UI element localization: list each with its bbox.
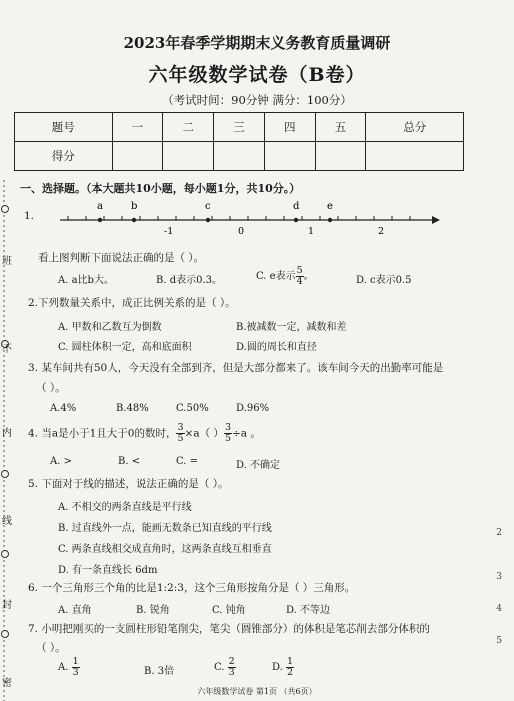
point-e xyxy=(328,218,332,222)
q3-option-d: D.96% xyxy=(236,403,270,414)
score-header-cell: 三 xyxy=(214,113,265,142)
point-b xyxy=(132,218,136,222)
fraction-numerator: 3 xyxy=(224,422,231,433)
margin-label-secret: 密 xyxy=(2,678,12,689)
q3-stem: 3. 某车间共有50人，今天没有全部到齐，但是大部分都来了。该车间今天的出勤率可能是 xyxy=(28,362,444,374)
q5-stem: 5. 下面对于线的描述，说法正确的是（ ）。 xyxy=(28,478,229,490)
margin-label-seal: 封 xyxy=(2,600,12,611)
q2-option-c: C. 圆柱体积一定，高和底面积 xyxy=(58,342,192,353)
margin-label-line: 线 xyxy=(2,516,12,527)
paper-title: 六年级数学试卷（B卷） xyxy=(148,64,366,86)
fraction-denominator: 5 xyxy=(177,433,184,444)
q5-option-a: A. 不相交的两条直线是平行线 xyxy=(58,502,192,513)
fraction-denominator: 2 xyxy=(287,667,294,678)
margin-label-not: 不 xyxy=(2,344,12,355)
score-header-cell: 二 xyxy=(163,113,214,142)
q1-option-a: A. a比b大。 xyxy=(58,275,114,286)
fraction xyxy=(224,423,232,444)
margin-label-class: 班 xyxy=(2,256,12,267)
fraction-numerator: 2 xyxy=(228,656,235,667)
tick-label: 1 xyxy=(308,226,315,237)
q4-stem-end: ÷a 。 xyxy=(231,427,261,440)
tick-label: 2 xyxy=(378,226,385,237)
q3-option-c: C.50% xyxy=(176,403,209,414)
q4-option-a: A. > xyxy=(50,456,72,467)
q3-stem-cont: （ ）。 xyxy=(36,382,66,394)
edge-mark: 5 xyxy=(496,636,502,646)
q4-option-d: D. 不确定 xyxy=(236,460,281,471)
q2-option-b: B.被减数一定，减数和差 xyxy=(236,322,347,333)
q7-stem-cont: （ ）。 xyxy=(36,642,66,654)
exam-info: （考试时间：90分钟 满分：100分） xyxy=(162,93,352,107)
section-heading: 一、选择题。（本大题共10小题，每小题1分，共10分。） xyxy=(20,182,301,195)
q1-stem: 看上图判断下面说法正确的是（ ）。 xyxy=(38,252,205,264)
score-cell[interactable] xyxy=(315,142,366,171)
edge-mark: 2 xyxy=(496,528,502,538)
fraction xyxy=(176,423,184,444)
fraction xyxy=(228,657,236,678)
q7-option-a xyxy=(58,657,80,678)
q4-option-b: B. < xyxy=(118,456,141,467)
q7-stem: 7. 小明把刚买的一支圆柱形铅笔削尖，笔尖（圆锥部分）的体积是笔芯削去部分体积的 xyxy=(28,623,430,635)
score-header-cell: 四 xyxy=(264,113,315,142)
score-table xyxy=(14,112,464,171)
score-cell[interactable] xyxy=(214,142,265,171)
q7-option-d xyxy=(272,657,294,678)
binding-hole xyxy=(1,630,9,638)
q5-option-c: C. 两条直线相交成直角时，这两条直线互相垂直 xyxy=(58,544,272,555)
score-cell[interactable] xyxy=(112,142,163,171)
q3-option-a: A.4% xyxy=(50,403,77,414)
q1-option-d: D. c表示0.5 xyxy=(356,275,412,286)
score-header-cell: 题号 xyxy=(15,113,113,142)
page-footer: 六年级数学试卷 第1页 （共6页） xyxy=(197,687,317,696)
q5-option-d: D. 有一条直线长 6dm xyxy=(58,565,158,576)
score-header-cell: 总分 xyxy=(366,113,464,142)
fraction-denominator: 5 xyxy=(224,433,231,444)
fraction xyxy=(72,657,80,678)
q6-option-a: A. 直角 xyxy=(58,605,92,616)
point-label-a: a xyxy=(97,201,103,212)
q2-stem: 2.下列数量关系中，成正比例关系的是（ ）。 xyxy=(28,297,236,309)
tick-label: -1 xyxy=(164,226,174,237)
q7-option-b: B. 3倍 xyxy=(144,666,175,677)
q7-option-c-label: C. xyxy=(214,662,225,673)
q1-option-c xyxy=(256,266,314,287)
score-cell[interactable] xyxy=(366,142,464,171)
number-line xyxy=(60,198,440,238)
q2-option-d: D.圆的周长和直径 xyxy=(236,342,317,353)
point-a xyxy=(98,218,102,222)
fraction-numerator: 5 xyxy=(296,265,303,276)
q6-option-c: C. 钝角 xyxy=(212,605,246,616)
q5-option-b: B. 过直线外一点，能画无数条已知直线的平行线 xyxy=(58,523,272,534)
question-number: 1. xyxy=(24,210,35,222)
tick-label: 0 xyxy=(238,226,245,237)
q4-option-c: C. = xyxy=(176,456,199,467)
q6-stem: 6. 一个三角形三个角的比是1:2:3，这个三角形按角分是（ ）三角形。 xyxy=(28,582,356,594)
point-label-e: e xyxy=(327,201,333,212)
fraction-numerator: 3 xyxy=(177,422,184,433)
binding-hole xyxy=(1,550,9,558)
fraction-numerator: 1 xyxy=(72,656,79,667)
score-cell[interactable] xyxy=(264,142,315,171)
edge-mark: 3 xyxy=(496,572,502,582)
score-table-header-row xyxy=(15,113,464,142)
q4-stem-mid: ×a（ ） xyxy=(184,427,224,440)
fraction xyxy=(296,266,304,287)
score-header-cell: 五 xyxy=(315,113,366,142)
binding-hole xyxy=(1,205,9,213)
margin-label-inside: 内 xyxy=(2,428,12,439)
q6-option-d: D. 不等边 xyxy=(286,605,331,616)
q7-option-a-label: A. xyxy=(58,662,69,673)
score-header-cell: 一 xyxy=(112,113,163,142)
binding-hole xyxy=(1,470,9,478)
point-label-d: d xyxy=(293,201,300,212)
point-label-c: c xyxy=(205,201,211,212)
point-d xyxy=(294,218,298,222)
point-label-b: b xyxy=(131,201,138,212)
fraction-numerator: 1 xyxy=(287,656,294,667)
q4-stem-text: 4. 当a是小于1且大于0的数时， xyxy=(28,427,177,440)
q6-option-b: B. 锐角 xyxy=(136,605,170,616)
score-row-label: 得分 xyxy=(15,142,113,171)
q4-stem xyxy=(28,423,261,444)
score-table-score-row xyxy=(15,142,464,171)
q1-option-c-text: C. e表示 xyxy=(256,271,296,282)
fraction-denominator: 3 xyxy=(72,667,79,678)
q2-option-a: A. 甲数和乙数互为倒数 xyxy=(58,322,162,333)
q1-option-c-end: 。 xyxy=(303,271,314,282)
fraction xyxy=(286,657,294,678)
edge-mark: 4 xyxy=(496,604,502,614)
q7-option-c xyxy=(214,657,236,678)
fraction-denominator: 3 xyxy=(228,667,235,678)
fraction-denominator: 4 xyxy=(296,276,303,287)
score-cell[interactable] xyxy=(163,142,214,171)
q7-option-d-label: D. xyxy=(272,662,283,673)
exam-name: 2023年春季学期期末义务教育质量调研 xyxy=(123,34,391,52)
point-c xyxy=(206,218,210,222)
q3-option-b: B.48% xyxy=(116,403,149,414)
number-line-arrow xyxy=(432,216,440,224)
q1-option-b: B. d表示0.3。 xyxy=(156,275,223,286)
